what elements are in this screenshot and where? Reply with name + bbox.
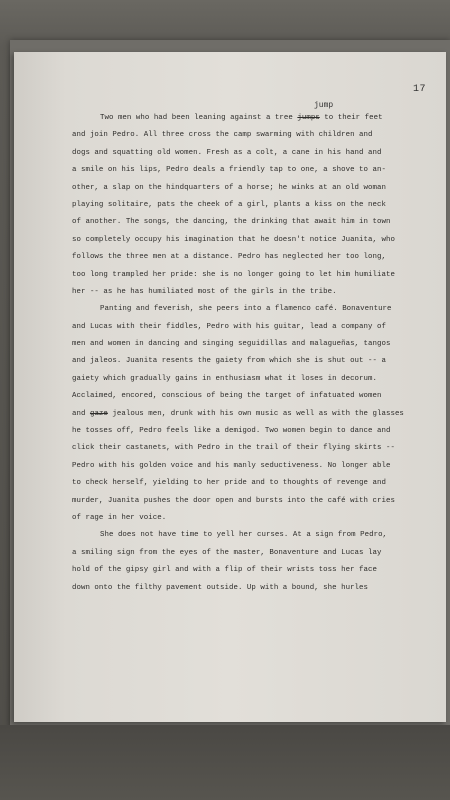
text-line — [72, 249, 432, 266]
text-segment: down onto the filthy pavement outside. Up with a bound, she hurles — [72, 583, 369, 592]
text-line — [72, 475, 432, 492]
text-segment: Pedro with his golden voice and his manly seductiveness. No longer able — [72, 461, 391, 470]
text-line — [72, 406, 432, 423]
text-segment: other, a slap on the hindquarters of a horse; he winks at an old woman — [72, 183, 386, 192]
text-line — [72, 353, 432, 370]
text-segment: playing solitaire, pats the cheek of a girl, plants a kiss on the neck — [72, 200, 386, 209]
text-segment: and Lucas with their fiddles, Pedro with his guitar, lead a company of — [72, 322, 386, 331]
text-line — [72, 284, 432, 301]
text-line — [72, 197, 432, 214]
text-segment: a smile on his lips, Pedro deals a friendly tap to one, a shove to an- — [72, 166, 386, 175]
text-segment: Acclaimed, encored, conscious of being the target of infatuated women — [72, 392, 382, 401]
text-segment: and jaleos. Juanita resents the gaiety from which she is shut out -- a — [72, 357, 386, 366]
text-line — [72, 388, 432, 405]
text-segment: follows the three men at a distance. Pedro has neglected her too long, — [72, 253, 386, 262]
text-line — [72, 493, 432, 510]
text-line — [72, 562, 432, 579]
text-segment: of another. The songs, the dancing, the drinking that await him in town — [72, 218, 391, 227]
text-segment: too long trampled her pride: she is no longer going to let him humiliate — [72, 270, 395, 279]
text-segment: and join Pedro. All three cross the camp swarming with children and — [72, 131, 373, 140]
text-segment: Two men who had been leaning against a tree — [100, 114, 298, 122]
text-line — [72, 580, 432, 597]
typewritten-page — [14, 52, 446, 722]
text-line — [72, 127, 432, 144]
text-segment: a smiling sign from the eyes of the master, Bonaventure and Lucas lay — [72, 548, 382, 557]
text-segment: to check herself, yielding to her pride and to thoughts of revenge and — [72, 479, 386, 488]
text-line — [72, 180, 432, 197]
text-line — [72, 214, 432, 231]
text-segment: dogs and squatting old women. Fresh as a colt, a cane in his hand and — [72, 148, 382, 157]
body-text — [72, 110, 432, 597]
text-segment: Panting and feverish, she peers into a flamenco café. Bonaventure — [100, 305, 392, 314]
text-line — [72, 545, 432, 562]
text-segment: to their feet — [319, 114, 383, 122]
text-line — [72, 510, 432, 527]
text-line — [72, 232, 432, 249]
page-number: 17 — [412, 84, 426, 95]
text-segment: men and women in dancing and singing seguidillas and malagueñas, tangos — [72, 340, 391, 349]
text-line — [72, 319, 432, 336]
text-line — [72, 527, 432, 544]
text-segment: of rage in her voice. — [72, 513, 167, 522]
text-segment: her -- as he has humiliated most of the girls in the tribe. — [72, 287, 337, 296]
text-segment: and — [72, 409, 90, 418]
text-segment: murder, Juanita pushes the door open and bursts into the café with cries — [72, 496, 395, 505]
text-line — [72, 267, 432, 284]
struck-word: gaze — [89, 409, 108, 418]
text-segment: She does not have time to yell her curses. At a sign from Pedro, — [100, 531, 388, 540]
text-segment: he tosses off, Pedro feels like a demigod. Two women begin to dance and — [72, 427, 391, 436]
text-line — [72, 145, 432, 162]
text-segment: jealous men, drunk with his own music as well as with the glasses — [107, 409, 404, 418]
table-surface — [0, 725, 450, 800]
struck-word: jumps — [297, 114, 320, 122]
text-segment: so completely occupy his imagination that he doesn't notice Juanita, who — [72, 235, 395, 244]
handwritten-correction: jump — [314, 101, 334, 110]
text-line — [72, 110, 432, 127]
text-segment: hold of the gipsy girl and with a flip of their wrists toss her face — [72, 566, 377, 575]
text-line — [72, 371, 432, 388]
text-line — [72, 336, 432, 353]
text-line — [72, 301, 432, 318]
text-segment: click their castanets, with Pedro in the trail of their flying skirts -- — [72, 444, 395, 453]
text-line — [72, 440, 432, 457]
text-line — [72, 458, 432, 475]
text-line — [72, 423, 432, 440]
text-line — [72, 162, 432, 179]
text-segment: gaiety which gradually gains in enthusiasm what it loses in decorum. — [72, 374, 377, 383]
